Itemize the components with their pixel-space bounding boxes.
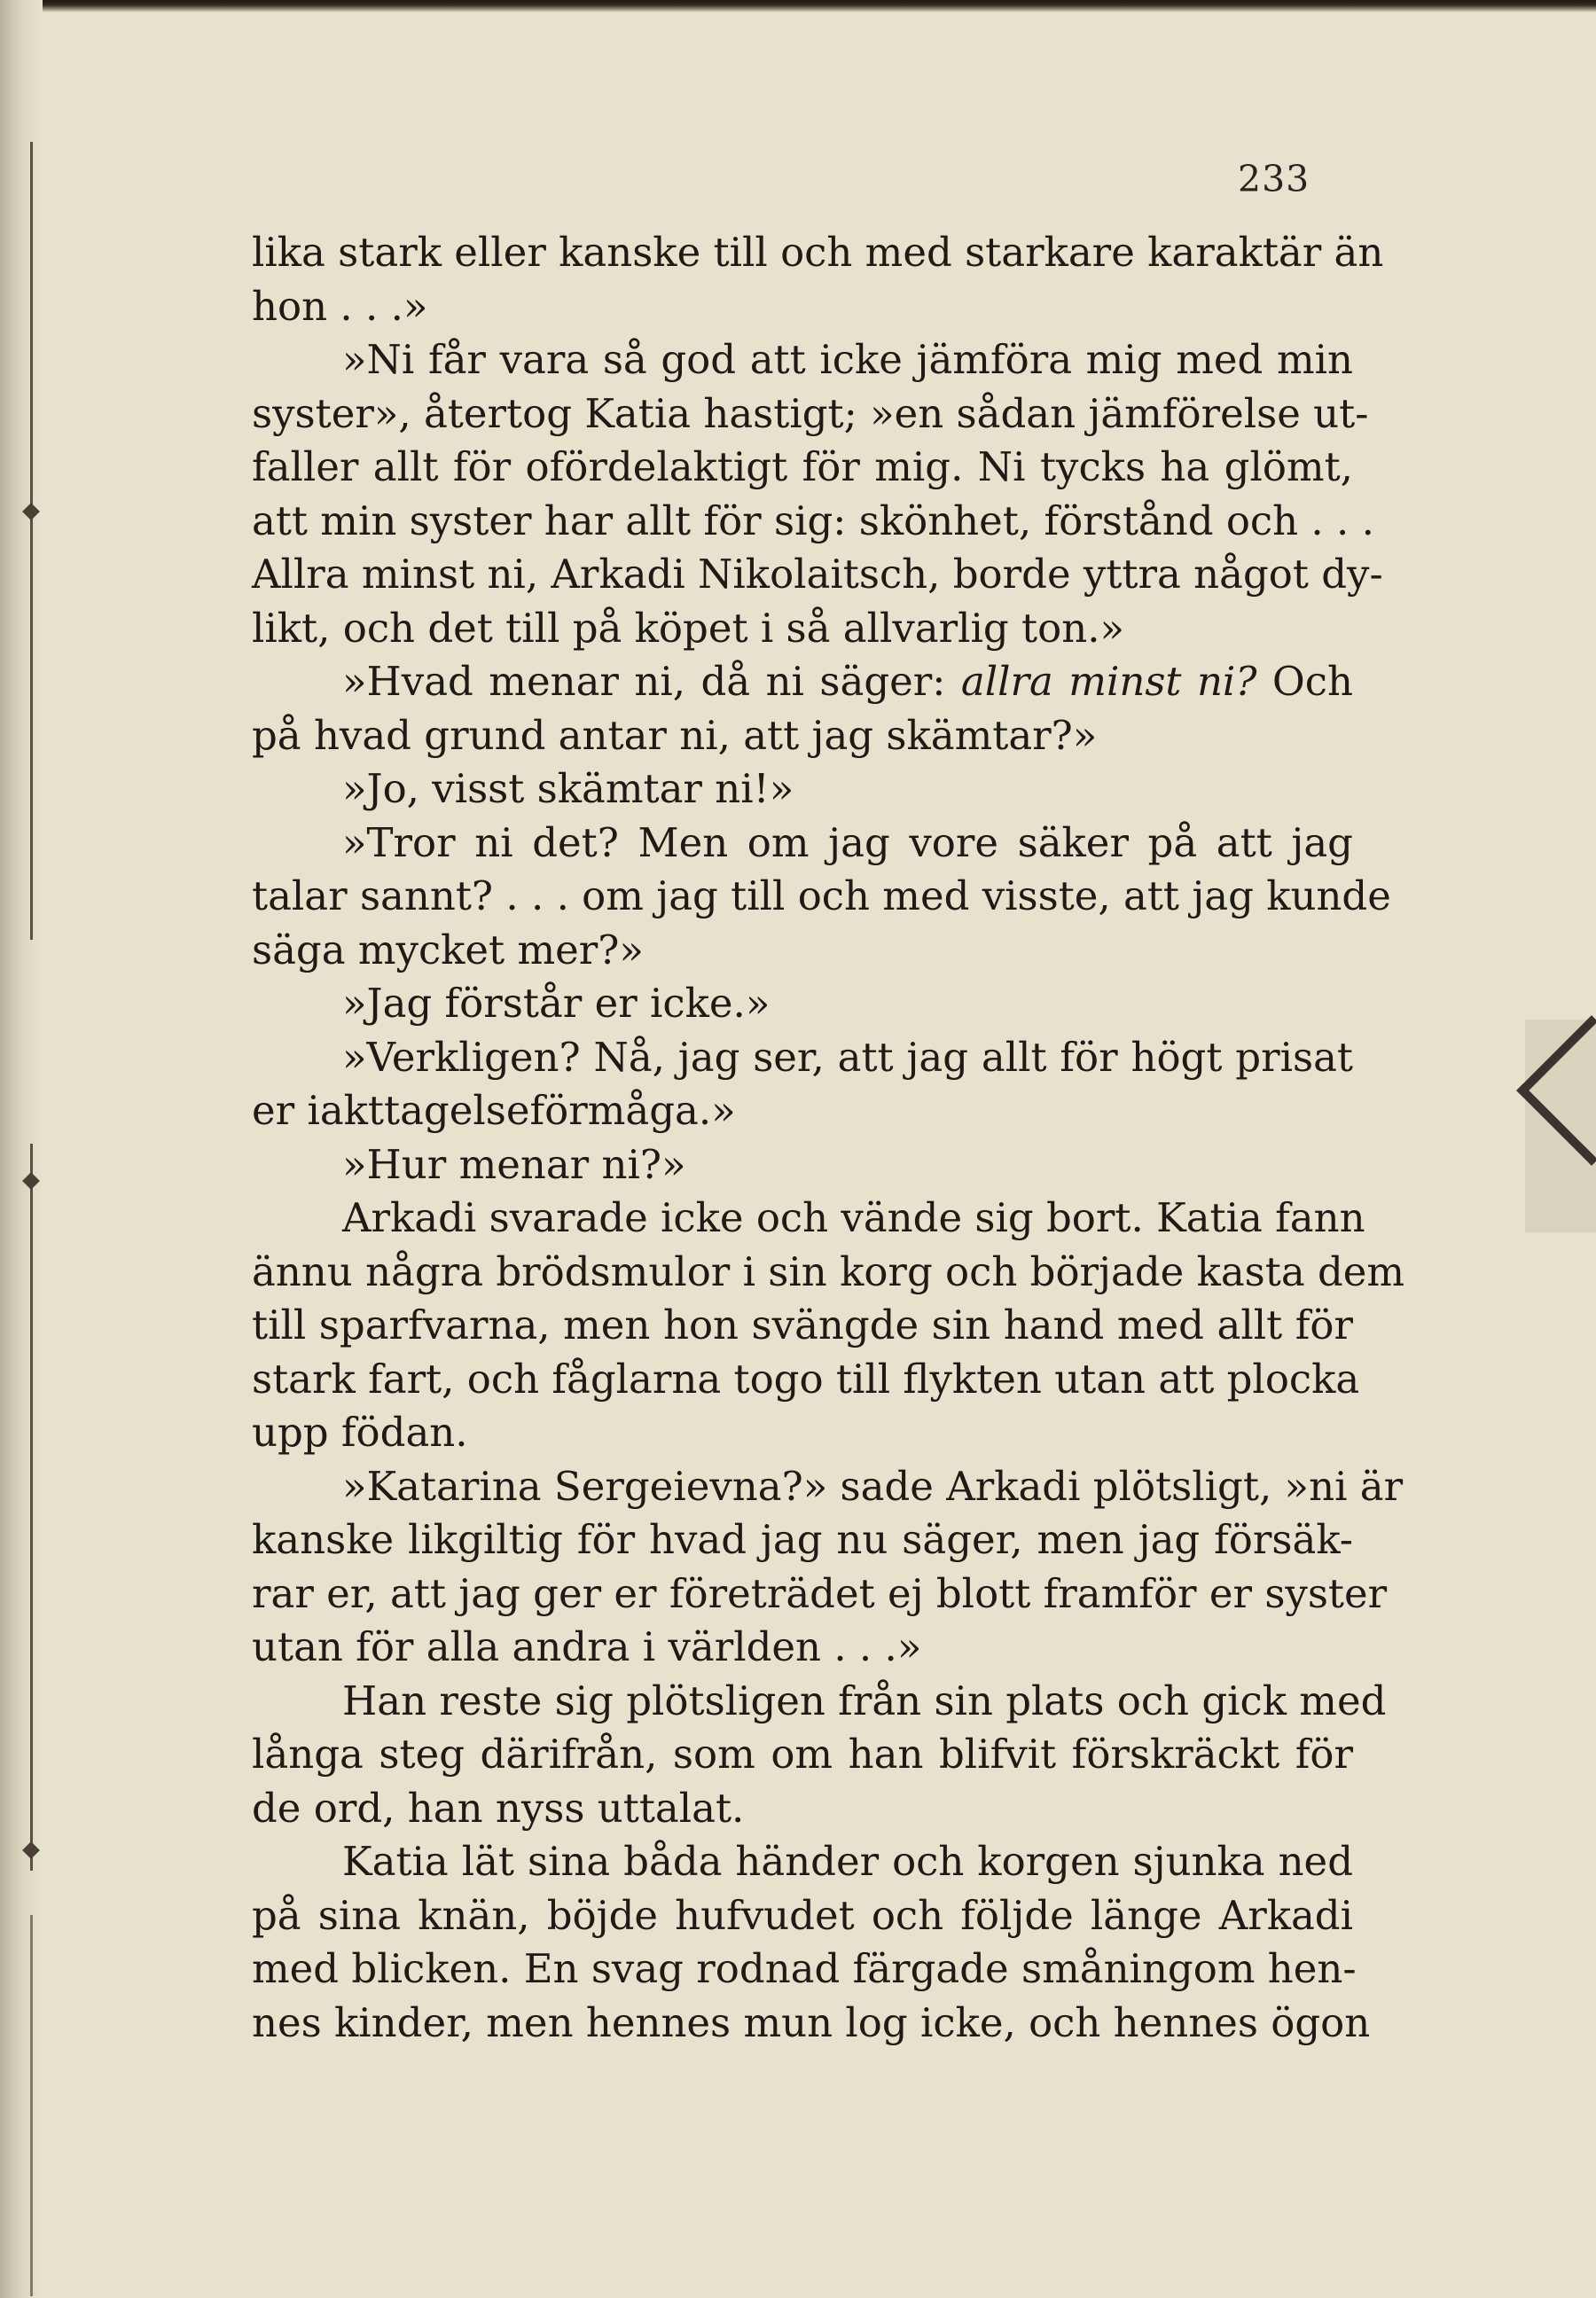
page-number: 233 [1238,158,1310,200]
text-line: säga mycket mer?» [252,926,644,973]
text-line: »Jag förstår er icke.» [342,980,771,1027]
text-line: »Verkligen? Nå, jag ser, att jag allt för högt prisat [342,1033,1353,1081]
text-line: hon . . .» [252,282,428,330]
binding-thread [30,142,33,940]
text-line: talar sannt? . . . om jag till och med visste, att jag kunde [252,872,1391,919]
text-line: »Katarina Sergeievna?» sade Arkadi plötsligt, »ni är [342,1462,1404,1510]
text-line: stark fart, och fåglarna togo till flykten utan att plocka [252,1355,1360,1403]
italic-emphasis: allra minst ni? [960,658,1257,705]
binding-stitch [22,1841,40,1859]
text-line: Han reste sig plötsligen från sin plats och gick med [342,1677,1387,1724]
text-line: likt, och det till på köpet i så allvarlig ton.» [252,604,1125,652]
text-line: ännu några brödsmulor i sin korg och började kasta dem [252,1247,1405,1295]
text-line: »Ni får vara så god att icke jämföra mig med min [342,336,1353,383]
text-line: »Tror ni det? Men om jag vore säker på att jag [342,818,1353,866]
text-line: faller allt för ofördelaktigt för mig. Ni tycks ha glömt, [252,443,1353,490]
binding-stitch [22,1172,40,1190]
text-line: till sparfvarna, men hon svängde sin hand med allt för [252,1301,1353,1348]
text-line: Katia lät sina båda händer och korgen sjunka ned [342,1838,1353,1885]
text-line: utan för alla andra i världen . . .» [252,1623,922,1670]
text-line: »Jo, visst skämtar ni!» [342,765,794,812]
text-line: er iakttagelseförmåga.» [252,1087,736,1134]
binding-thread [30,1144,33,1871]
text-line: de ord, han nyss uttalat. [252,1784,745,1832]
binding-stitch [22,503,40,520]
text-line: med blicken. En svag rodnad färgade småningom hen- [252,1945,1357,1992]
book-binding [0,0,43,2298]
text-line: nes kinder, men hennes mun log icke, och hennes ögon [252,1998,1371,2046]
text-segment: »Hvad menar ni, då ni säger: [342,658,961,705]
page-text [252,226,1405,2050]
book-top-edge [0,0,1596,12]
text-line: lika stark eller kanske till och med starkare karaktär än [252,229,1384,276]
text-line: att min syster har allt för sig: skönhet, förstånd och . . . [252,496,1374,544]
text-segment: Och [1256,658,1353,705]
text-line: rar er, att jag ger er företrädet ej blott framför er syster [252,1569,1388,1617]
text-line: på hvad grund antar ni, att jag skämtar?» [252,711,1098,759]
chevron-left-icon [1525,1020,1596,1232]
text-line: Allra minst ni, Arkadi Nikolaitsch, borde yttra något dy- [252,551,1383,598]
text-line: Arkadi svarade icke och vände sig bort. Katia fann [342,1194,1365,1241]
text-line: upp födan. [252,1409,468,1456]
text-line [252,655,1353,709]
text-line: »Hur menar ni?» [342,1140,686,1188]
text-line: långa steg därifrån, som om han blifvit förskräckt för [252,1731,1353,1778]
binding-thread [30,1915,33,2296]
text-line: syster», återtog Katia hastigt; »en sådan jämförelse ut- [252,389,1369,437]
text-line: på sina knän, böjde hufvudet och följde länge Arkadi [252,1891,1353,1939]
text-line: kanske likgiltig för hvad jag nu säger, men jag försäk- [252,1516,1353,1563]
